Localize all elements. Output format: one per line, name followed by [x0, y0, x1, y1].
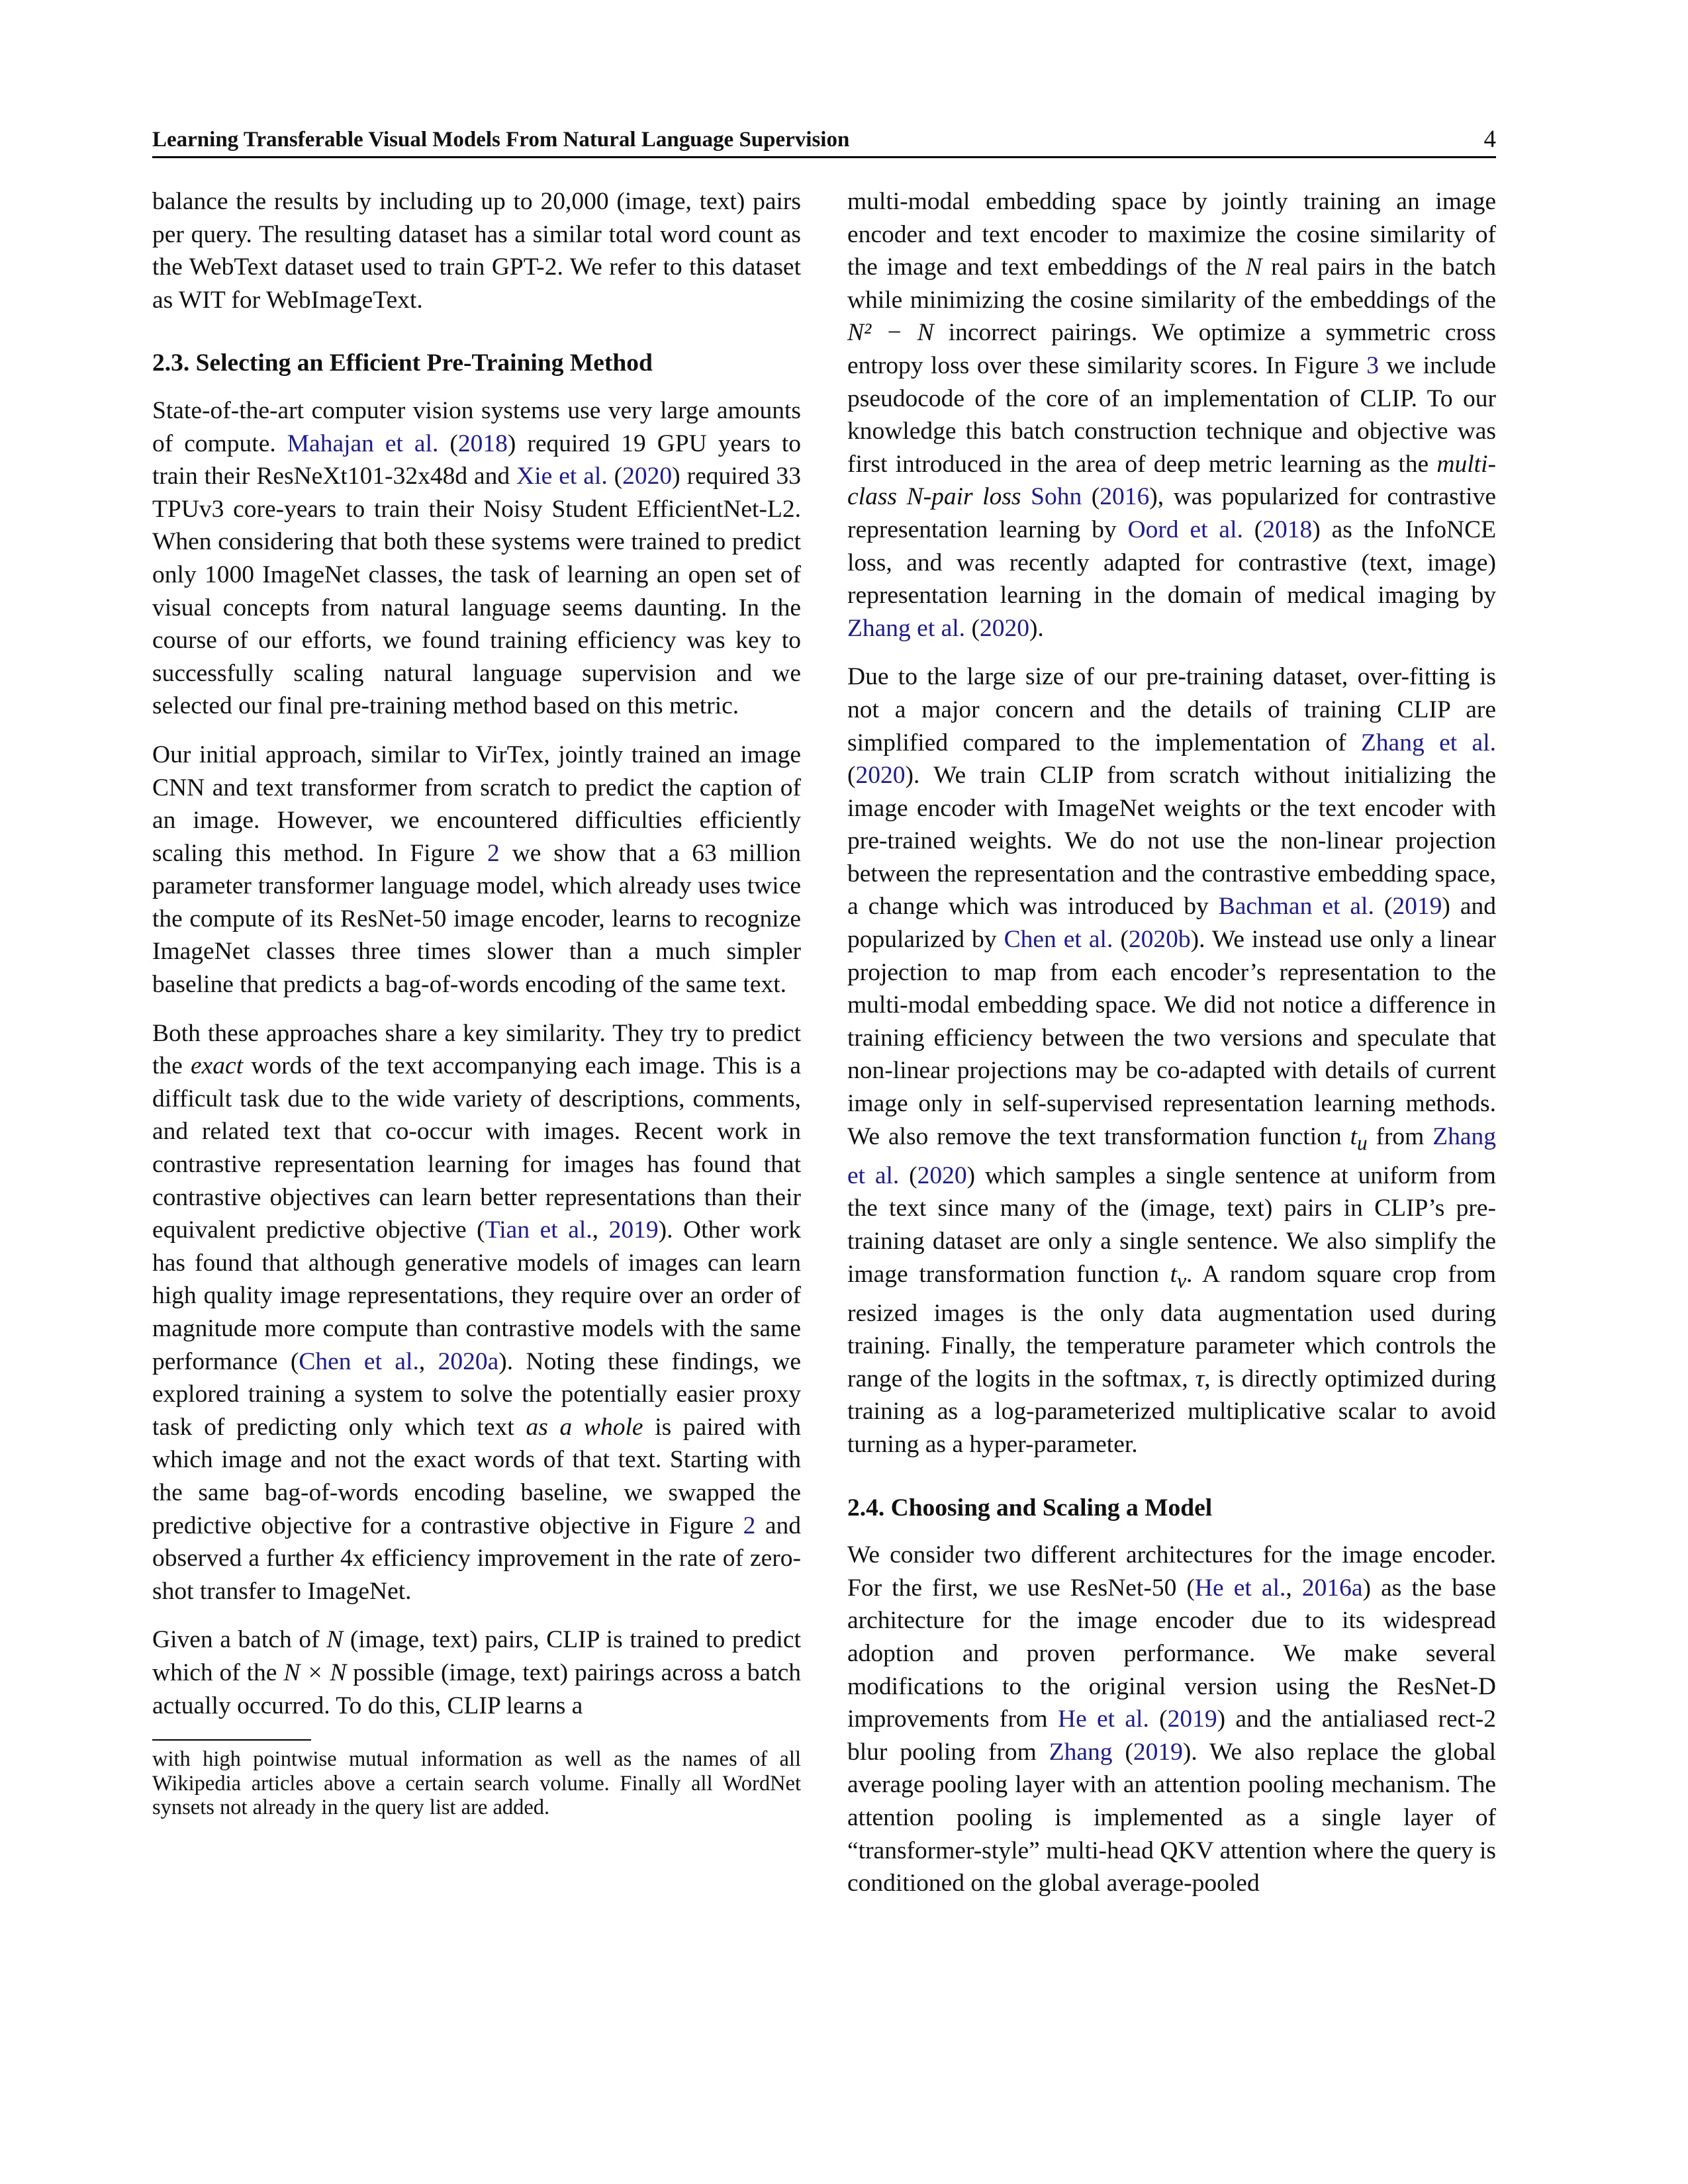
citation-link[interactable]: Bachman et al. [1218, 893, 1374, 921]
citation-link[interactable]: 2016a [1301, 1574, 1363, 1602]
paragraph: balance the results by including up to 20,000 (image, text) pairs per query. The resulting dataset has a similar total word count as the WebText dataset used to train GPT-2. We refer to this dataset as WIT for WebImageText. [152, 188, 801, 314]
running-title: Learning Transferable Visual Models From Natural Language Supervision [152, 128, 850, 152]
citation-link[interactable]: Zhang [1049, 1738, 1113, 1766]
figure-link[interactable]: 2 [743, 1512, 756, 1539]
paragraph: Our initial approach, similar to VirTex, jointly trained an image CNN and text transformer from scratch to predict the caption of an image. However, we encountered difficulties efficiently scaling this method. In Figure 2 we show that a 63 million parameter transformer language model, which already uses twice the compute of its ResNet-50 image encoder, learns to recognize ImageNet classes three times slower than a much simpler baseline that predicts a bag-of-words encoding of the same text. [152, 741, 801, 999]
citation-link[interactable]: He et al. [1058, 1706, 1149, 1733]
citation-link[interactable]: 2019 [1133, 1738, 1183, 1766]
section-heading: 2.4. Choosing and Scaling a Model [847, 1494, 1213, 1522]
figure-link[interactable]: 3 [1366, 351, 1379, 379]
right-column [847, 185, 1496, 1916]
citation-link[interactable]: Zhang et al. [847, 614, 966, 642]
citation-link[interactable]: 2019 [1392, 893, 1442, 921]
citation-link[interactable]: 2020 [855, 762, 906, 790]
footnote: with high pointwise mutual information as well as the names of all Wikipedia articles above a certain search volume. Finally all WordNet synsets not already in the query list are added. [152, 1747, 801, 1820]
left-column [152, 185, 801, 1820]
paragraph: Given a batch of N (image, text) pairs, CLIP is trained to predict which of the N × N possible (image, text) pairings across a batch actually occurred. To do this, CLIP learns a [152, 1626, 801, 1719]
citation-link[interactable]: 2020a [438, 1347, 499, 1375]
footnote-rule [152, 1739, 311, 1741]
citation-link[interactable]: He et al. [1194, 1574, 1286, 1602]
citation-link[interactable]: 2019 [608, 1216, 659, 1244]
citation-link[interactable]: 2016 [1100, 483, 1150, 511]
paragraph: State-of-the-art computer vision systems use very large amounts of compute. Mahajan et al. (2018) required 19 GPU years to train their ResNeXt101-32x48d and Xie et al. (2020) required 33 TPUv3 core-years to train their Noisy Student EfficientNet-L2. When considering that both these systems were trained to predict only 1000 ImageNet classes, the task of learning an open set of visual concepts from natural language seems daunting. In the course of our efforts, we found training efficiency was key to successfully scaling natural language supervision and we selected our final pre-training method based on this metric. [152, 396, 801, 720]
citation-link[interactable]: Tian et al. [485, 1216, 592, 1244]
citation-link[interactable]: Chen et al. [299, 1347, 419, 1375]
citation-link[interactable]: Zhang et al. [1360, 729, 1496, 756]
citation-link[interactable]: 2020 [979, 614, 1029, 642]
citation-link[interactable]: Mahajan et al. [287, 430, 439, 457]
citation-link[interactable]: 2019 [1167, 1706, 1217, 1733]
figure-link[interactable]: 2 [487, 839, 500, 867]
citation-link[interactable]: 2018 [457, 430, 508, 457]
section-heading: 2.3. Selecting an Efficient Pre-Training Method [152, 349, 653, 377]
citation-link[interactable]: Xie et al. [516, 463, 608, 490]
citation-link[interactable]: Zhang et al. [847, 1122, 1496, 1189]
citation-link[interactable]: 2018 [1262, 516, 1313, 543]
citation-link[interactable]: 2020 [622, 463, 673, 490]
paragraph: We consider two different architectures for the image encoder. For the first, we use ResNet-50 (He et al., 2016a) as the base architecture for the image encoder due to its widespread adoption and proven performance. We make several modifications to the original version using the ResNet-D improvements from He et al. (2019) and the antialiased rect-2 blur pooling from Zhang (2019). We also replace the global average pooling layer with an attention pooling mechanism. The attention pooling is implemented as a single layer of “transformer-style” multi-head QKV attention where the query is conditioned on the global average-pooled [847, 1541, 1497, 1897]
running-header [152, 123, 1496, 158]
page-number: 4 [1483, 126, 1496, 153]
citation-link[interactable]: 2020b [1128, 926, 1191, 954]
citation-link[interactable]: Sohn [1031, 483, 1082, 511]
citation-link[interactable]: 2020 [917, 1161, 967, 1189]
citation-link[interactable]: Oord et al. [1127, 516, 1243, 543]
citation-link[interactable]: Chen et al. [1004, 926, 1113, 954]
paragraph: multi-modal embedding space by jointly training an image encoder and text encoder to maximize the cosine similarity of the image and text embeddings of the N real pairs in the batch while minimizing the cosine similarity of the embeddings of the N² − N incorrect pairings. We optimize a symmetric cross entropy loss over these similarity scores. In Figure 3 we include pseudocode of the core of an implementation of CLIP. To our knowledge this batch construction technique and objective was first introduced in the area of deep metric learning as the multi-class N-pair loss Sohn (2016), was popularized for contrastive representation learning by Oord et al. (2018) as the InfoNCE loss, and was recently adapted for contrastive (text, image) representation learning in the domain of medical imaging by Zhang et al. (2020). [847, 188, 1497, 642]
paragraph: Due to the large size of our pre-training dataset, over-fitting is not a major concern and the details of training CLIP are simplified compared to the implementation of Zhang et al. (2020). We train CLIP from scratch without initializing the image encoder with ImageNet weights or the text encoder with pre-trained weights. We do not use the non-linear projection between the representation and the contrastive embedding space, a change which was introduced by Bachman et al. (2019) and popularized by Chen et al. (2020b). We instead use only a linear projection to map from each encoder’s representation to the multi-modal embedding space. We did not notice a difference in training efficiency between the two versions and speculate that non-linear projections may be co-adapted with details of current image only in self-supervised representation learning methods. We also remove the text transformation function $t_u$ from Zhang et al. (2020) which samples a single sentence at uniform from the text since many of the (image, text) pairs in CLIP’s pre-training dataset are only a single sentence. We also simplify the image transformation function $t_v$. A random square crop from resized images is the only data augmentation used during training. Finally, the temperature parameter which controls the range of the logits in the softmax, τ, is directly optimized during training as a log-parameterized multiplicative scalar to avoid turning as a hyper-parameter. [847, 663, 1496, 1458]
paragraph: Both these approaches share a key similarity. They try to predict the exact words of the text accompanying each image. This is a difficult task due to the wide variety of descriptions, comments, and related text that co-occur with images. Recent work in contrastive representation learning for images has found that contrastive objectives can learn better representations than their equivalent predictive objective (Tian et al., 2019). Other work has found that although generative models of images can learn high quality image representations, they require over an order of magnitude more compute than contrastive models with the same performance (Chen et al., 2020a). Noting these findings, we explored training a system to solve the potentially easier proxy task of predicting only which text as a whole is paired with which image and not the exact words of that text. Starting with the same bag-of-words encoding baseline, we swapped the predictive objective for a contrastive objective in Figure 2 and observed a further 4x efficiency improvement in the rate of zero-shot transfer to ImageNet. [152, 1019, 801, 1605]
